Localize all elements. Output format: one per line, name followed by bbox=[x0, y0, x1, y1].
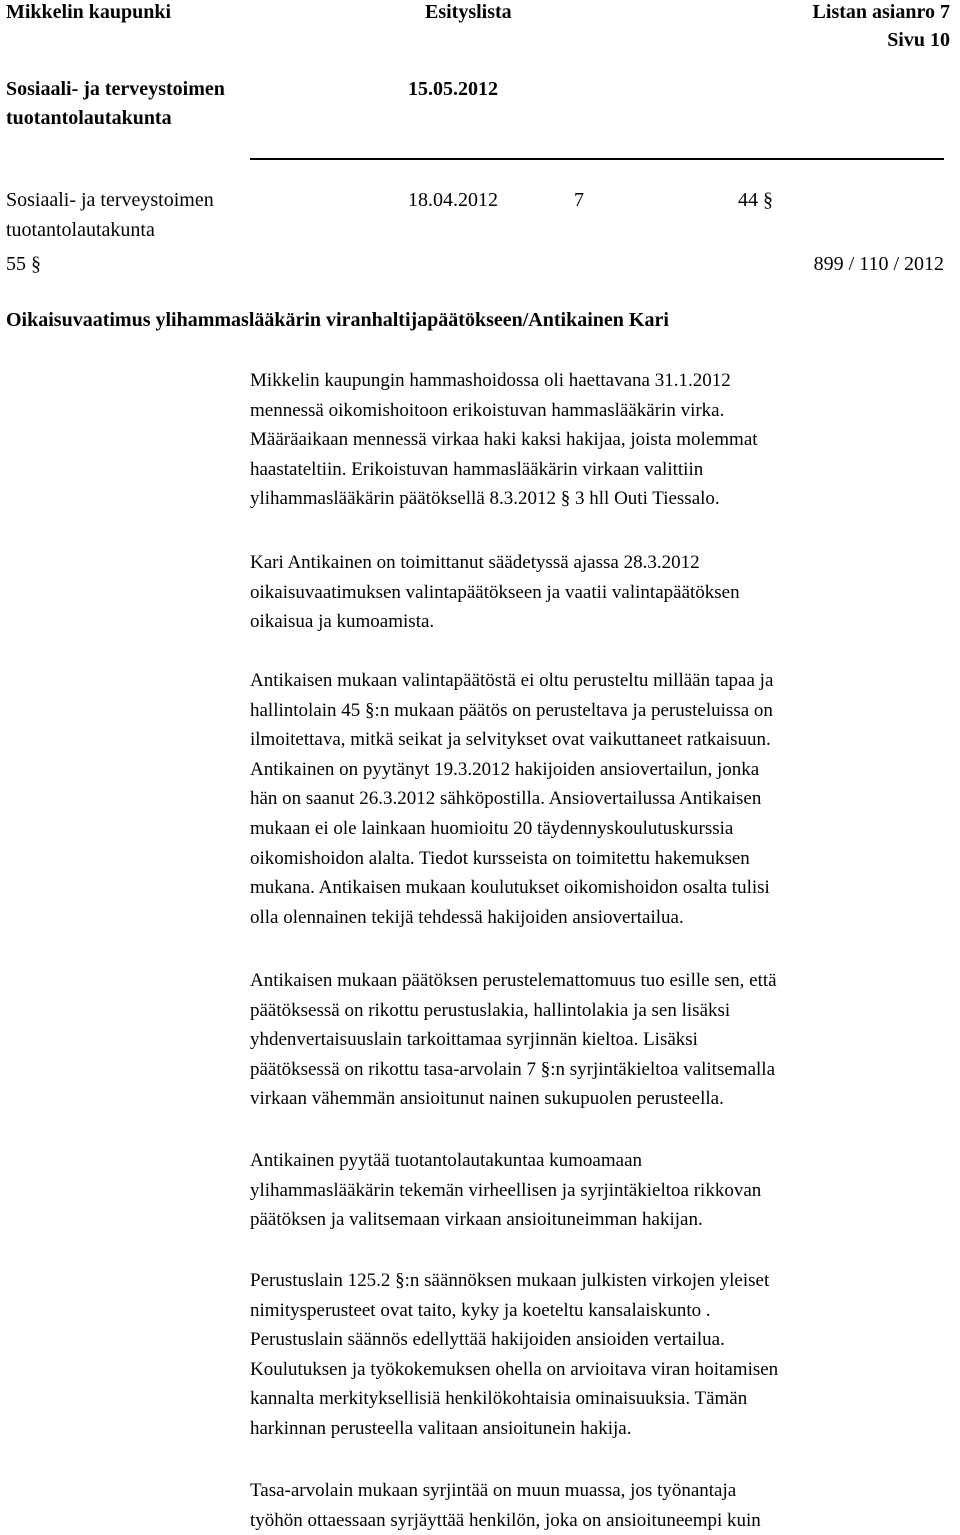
text-line: mukana. Antikaisen mukaan koulutukset oikomishoidon osalta tulisi bbox=[250, 877, 770, 899]
text-line: nimitysperusteet ovat taito, kyky ja koeteltu kansalaiskunto . bbox=[250, 1299, 711, 1321]
subject-title: Oikaisuvaatimus ylihammaslääkärin viranhaltijapäätökseen/Antikainen Kari bbox=[6, 309, 669, 331]
document-type: Esityslista bbox=[425, 1, 512, 23]
text-line: Määräaikaan mennessä virkaa haki kaksi hakijaa, joista molemmat bbox=[250, 429, 758, 451]
paragraph-2 bbox=[250, 548, 950, 637]
text-line: Koulutuksen ja työkokemuksen ohella on arvioitava viran hoitamisen bbox=[250, 1358, 779, 1380]
paragraph-number: 55 § bbox=[6, 253, 41, 275]
text-line: oikaisuvaatimuksen valintapäätökseen ja vaatii valintapäätöksen bbox=[250, 581, 740, 603]
text-line: kannalta merkityksellisiä henkilökohtaisia ominaisuuksia. Tämän bbox=[250, 1388, 748, 1410]
text-line: Mikkelin kaupungin hammashoidossa oli haettavana 31.1.2012 bbox=[250, 370, 731, 391]
text-line: ylihammaslääkärin päätöksellä 8.3.2012 § 3 hll Outi Tiessalo. bbox=[250, 488, 720, 510]
text-line: hallintolain 45 §:n mukaan päätös on perusteltava ja perusteluissa on bbox=[250, 699, 773, 721]
list-item-number: Listan asianro 7 bbox=[812, 1, 950, 23]
text-line: haastateltiin. Erikoistuvan hammaslääkärin virkaan valittiin bbox=[250, 458, 704, 480]
text-line: Antikaisen mukaan päätöksen perustelemattomuus tuo esille sen, että bbox=[250, 970, 777, 991]
text-line: Antikainen on pyytänyt 19.3.2012 hakijoiden ansiovertailun, jonka bbox=[250, 758, 760, 780]
ref-page-number: 44 § bbox=[738, 189, 773, 211]
text-line: ylihammaslääkärin tekemän virheellisen ja syrjintäkieltoa rikkovan bbox=[250, 1179, 762, 1201]
text-line: oikaisua ja kumoamista. bbox=[250, 611, 435, 633]
text-line: päätöksen ja valitsemaan virkaan ansioituneimman hakijan. bbox=[250, 1209, 703, 1231]
text-line: virkaan vähemmän ansioitunut nainen sukupuolen perusteella. bbox=[250, 1088, 724, 1110]
text-line: Kari Antikainen on toimittanut säädetyssä ajassa 28.3.2012 bbox=[250, 552, 700, 573]
text-line: olla olennainen tekijä tehdessä hakijoiden ansiovertailua. bbox=[250, 906, 684, 928]
text-line: Antikaisen mukaan valintapäätöstä ei oltu perusteltu millään tapaa ja bbox=[250, 670, 774, 691]
text-line: ilmoitettava, mitkä seikat ja selvitykset ovat vaikuttaneet ratkaisuun. bbox=[250, 729, 771, 751]
paragraph-1 bbox=[250, 366, 950, 514]
text-line: hän on saanut 26.3.2012 sähköpostilla. Ansiovertailussa Antikaisen bbox=[250, 788, 762, 810]
text-line: mukaan ei ole lainkaan huomioitu 20 täydennyskoulutuskurssia bbox=[250, 817, 734, 839]
paragraph-6 bbox=[250, 1266, 950, 1444]
case-number: 899 / 110 / 2012 bbox=[813, 253, 944, 275]
paragraph-3 bbox=[250, 666, 950, 932]
city-name: Mikkelin kaupunki bbox=[6, 1, 172, 23]
text-line: oikomishoidon alalta. Tiedot kursseista on toimitettu hakemuksen bbox=[250, 847, 750, 869]
text-line: mennessä oikomishoitoon erikoistuvan hammaslääkärin virka. bbox=[250, 399, 725, 421]
paragraph-5 bbox=[250, 1146, 950, 1235]
text-line: Antikainen pyytää tuotantolautakuntaa kumoamaan bbox=[250, 1150, 643, 1171]
text-line: päätöksessä on rikottu perustuslakia, hallintolakia ja sen lisäksi bbox=[250, 999, 731, 1021]
text-line: Perustuslain säännös edellyttää hakijoiden ansioiden vertailua. bbox=[250, 1329, 725, 1351]
ref-board-line1: Sosiaali- ja terveystoimen bbox=[6, 189, 214, 211]
board-name-line1: Sosiaali- ja terveystoimen bbox=[6, 78, 225, 100]
text-line: työhön ottaessaan syrjäyttää henkilön, joka on ansioituneempi kuin bbox=[250, 1509, 761, 1531]
header-divider bbox=[250, 158, 944, 160]
meeting-date: 15.05.2012 bbox=[408, 78, 498, 100]
ref-section-count: 7 bbox=[574, 189, 584, 211]
text-line: harkinnan perusteella valitaan ansioitunein hakija. bbox=[250, 1417, 632, 1439]
text-line: päätöksessä on rikottu tasa-arvolain 7 §:n syrjintäkieltoa valitsemalla bbox=[250, 1058, 775, 1080]
paragraph-7 bbox=[250, 1476, 950, 1535]
paragraph-4 bbox=[250, 966, 950, 1114]
ref-board-line2: tuotantolautakunta bbox=[6, 219, 155, 241]
board-name-line2: tuotantolautakunta bbox=[6, 107, 172, 129]
ref-date: 18.04.2012 bbox=[408, 189, 498, 211]
text-line: Tasa-arvolain mukaan syrjintää on muun muassa, jos työnantaja bbox=[250, 1480, 737, 1501]
page-number: Sivu 10 bbox=[887, 29, 950, 51]
text-line: Perustuslain 125.2 §:n säännöksen mukaan julkisten virkojen yleiset bbox=[250, 1270, 770, 1291]
text-line: yhdenvertaisuuslain tarkoittamaa syrjinnän kieltoa. Lisäksi bbox=[250, 1029, 698, 1051]
